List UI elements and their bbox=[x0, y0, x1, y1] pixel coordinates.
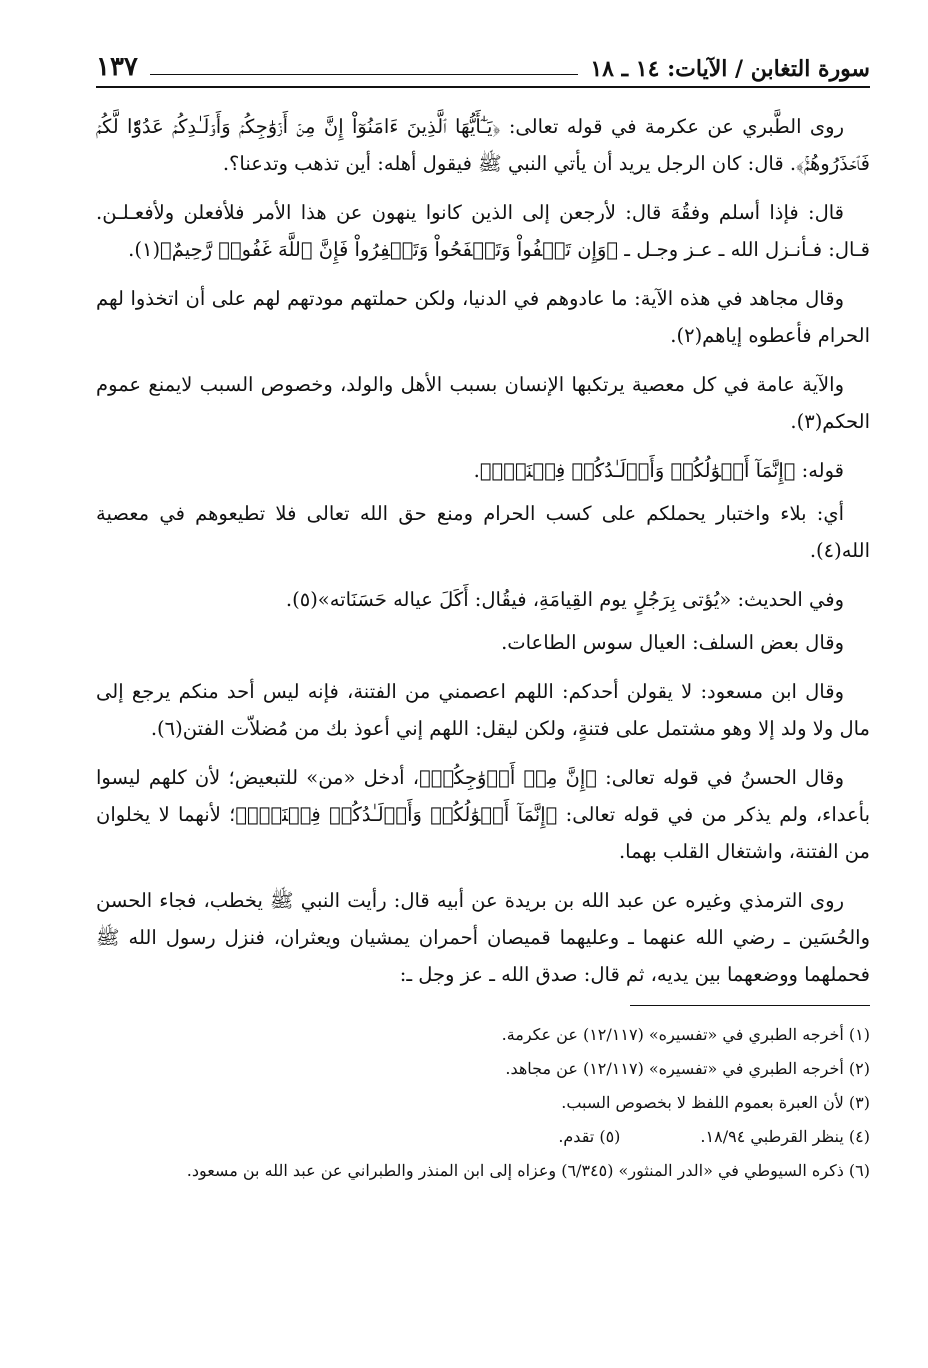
footnote-3: (٣) لأن العبرة بعموم اللفظ لا بخصوص السبب. bbox=[561, 1093, 870, 1112]
page bbox=[96, 44, 870, 1344]
paragraph-4: والآية عامة في كل معصية يرتكبها الإنسان بسبب الأهل والولد، وخصوص السبب لايمنع عموم الحكم(٣). bbox=[96, 373, 870, 433]
paragraph-1: روى الطَّبري عن عكرمة في قوله تعالى: ﴿يَـٰٓأَيُّهَا ٱلَّذِينَ ءَامَنُوٓاْ إِنَّ مِنۡ أَزۡوَٰجِكُمۡ وَأَوۡلَـٰدِكُمۡ عَدُوّٗا لَّكُمۡ فَٱحۡذَرُوهُمۡۚ﴾. قال: كان الرجل يريد أن يأتي النبي ﷺ فيقول أهله: أين تذهب وتدعنا؟. bbox=[96, 115, 870, 175]
footnote-2: (٢) أخرجه الطبري في «تفسيره» (١٢/١١٧) عن مجاهد. bbox=[505, 1059, 870, 1078]
paragraph-5: قوله: ﴿إِنَّمَآ أَمۡوَٰلُكُمۡ وَأَوۡلَـٰدُكُمۡ فِتۡنَةٞۚ﴾. bbox=[473, 459, 844, 482]
page-header bbox=[96, 44, 870, 88]
paragraph-11: روى الترمذي وغيره عن عبد الله بن بريدة عن أبيه قال: رأيت النبي ﷺ يخطب، فجاء الحسن والحُسَين ـ رضي الله عنهما ـ وعليهما قميصان أحمران يمشيان ويعثران، فنزل رسول الله ﷺ فحملهما ووضعهما بين يديه، ثم قال: صدق الله ـ عز وجل ـ: bbox=[96, 889, 870, 986]
paragraph-2: قال: فإذا أسلم وفقُهَ قال: لأرجعن إلى الذين كانوا ينهون عن هذا الأمر فلأفعلن ولأفعـلـن. قـال: فـأنـزل الله ـ عـز وجـل ـ ﴿وَإِن تَعۡفُواْ وَتَصۡفَحُواْ وَتَغۡفِرُواْ فَإِنَّ ٱللَّهَ غَفُورٞ رَّحِيمٌ﴾(١). bbox=[96, 201, 870, 261]
paragraph-10: وقال الحسنُ في قوله تعالى: ﴿إِنَّ مِنۡ أَزۡوَٰجِكُمۡ﴾، أدخل «من» للتبعيض؛ لأن كلهم ليسوا بأعداء، ولم يذكر من في قوله تعالى: ﴿إِنَّمَآ أَمۡوَٰلُكُمۡ وَأَوۡلَـٰدُكُمۡ فِتۡنَةٞۚ﴾؛ لأنهما لا يخلوان من الفتنة، واشتغال القلب بهما. bbox=[96, 766, 870, 863]
paragraph-9: وقال ابن مسعود: لا يقولن أحدكم: اللهم اعصمني من الفتنة، فإنه ليس أحد منكم يرجع إلى مال ولا ولد إلا وهو مشتمل على فتنةٍ، ولكن ليقل: اللهم إني أعوذ بك من مُضلاّت الفتن(٦). bbox=[96, 680, 870, 740]
footnote-separator bbox=[630, 1005, 870, 1006]
paragraph-6: أي: بلاء واختبار يحملكم على كسب الحرام ومنع حق الله تعالى فلا تطيعوهم في معصية الله(٤). bbox=[96, 502, 870, 562]
body-text bbox=[96, 108, 870, 993]
footnote-row-4-5 bbox=[96, 1120, 870, 1154]
paragraph-3: وقال مجاهد في هذه الآية: ما عادوهم في الدنيا، ولكن حملتهم مودتهم لهم على أن اتخذوا لهم الحرام فأعطوه إياهم(٢). bbox=[96, 287, 870, 347]
paragraph-8: وقال بعض السلف: العيال سوس الطاعات. bbox=[501, 631, 844, 654]
running-title: سورة التغابن / الآيات: ١٤ ـ ١٨ bbox=[590, 56, 870, 82]
footnote-6: (٦) ذكره السيوطي في «الدر المنثور» (٦/٣٤٥) وعزاه إلى ابن المنذر والطبراني عن عبد الله بن مسعود. bbox=[186, 1161, 870, 1180]
footnote-1: (١) أخرجه الطبري في «تفسيره» (١٢/١١٧) عن عكرمة. bbox=[501, 1025, 870, 1044]
paragraph-7: وفي الحديث: «يُؤتى بِرَجُلٍ يوم القِيامَةِ، فيقُال: أَكَلَ عياله حَسَنَاته»(٥). bbox=[285, 588, 844, 611]
page-number: ١٣٧ bbox=[96, 52, 138, 82]
footnote-5: (٥) تقدم. bbox=[558, 1127, 621, 1146]
header-rule bbox=[150, 74, 578, 75]
footnote-4: (٤) ينظر القرطبي ١٨/٩٤. bbox=[700, 1127, 870, 1146]
footnotes bbox=[96, 1018, 870, 1188]
